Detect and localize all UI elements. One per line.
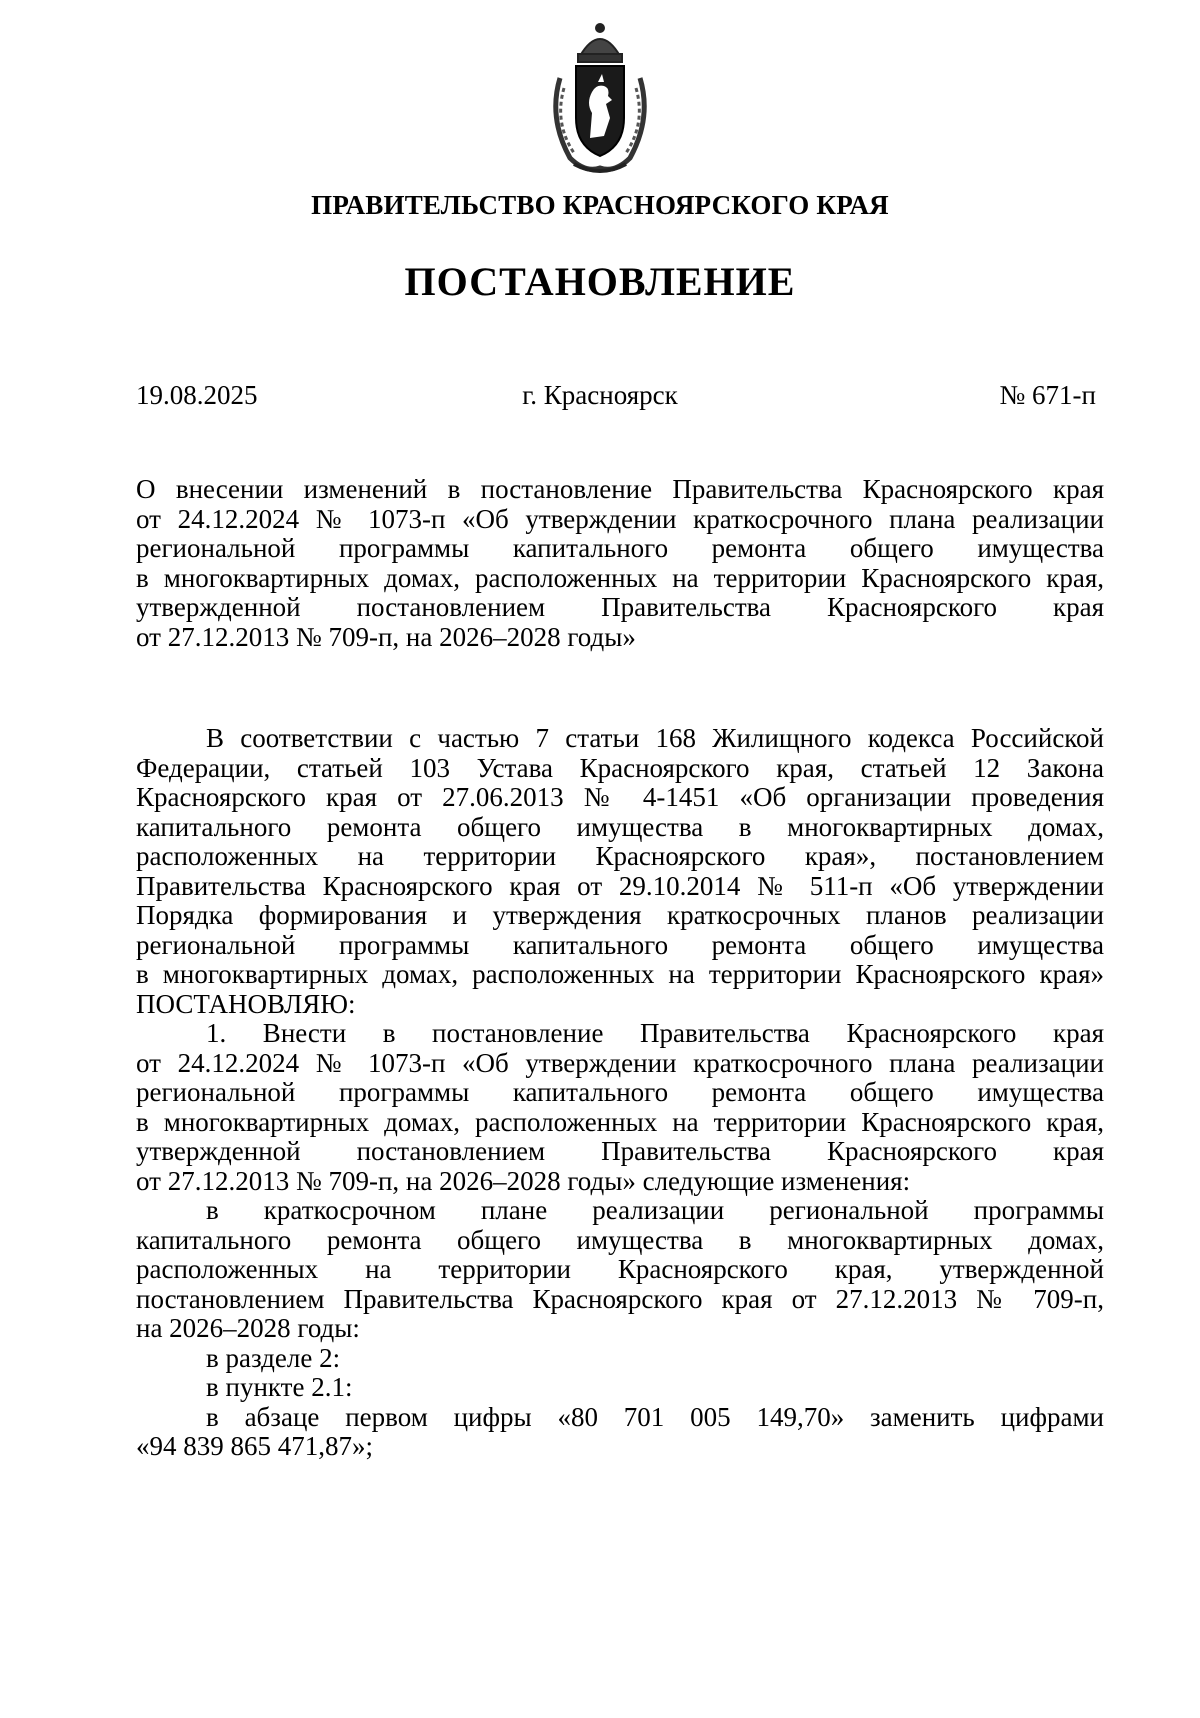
body-line: в разделе 2: <box>206 1342 341 1373</box>
body-line: расположенных на территории Красноярского края», постановлением <box>136 841 1104 871</box>
coat-of-arms-emblem <box>540 18 660 178</box>
body-line: в краткосрочном плане реализации региональной программы <box>206 1195 1104 1225</box>
body-line: расположенных на территории Красноярского края, утвержденной <box>136 1254 1104 1284</box>
government-name: ПРАВИТЕЛЬСТВО КРАСНОЯРСКОГО КРАЯ <box>311 190 889 220</box>
document-date: 19.08.2025 <box>136 380 258 410</box>
body-line: «94 839 865 471,87»; <box>136 1431 374 1461</box>
body-line: капитального ремонта общего имущества в многоквартирных домах, <box>136 1224 1104 1255</box>
body-line: Порядка формирования и утверждения краткосрочных планов реализации <box>136 900 1104 930</box>
document-type-title: ПОСТАНОВЛЕНИЕ <box>404 259 796 304</box>
document-city: г. Красноярск <box>522 380 678 410</box>
body-line: В соответствии с частью 7 статьи 168 Жилищного кодекса Российской <box>206 723 1104 753</box>
title-line: О внесении изменений в постановление Правительства Красноярского края <box>136 474 1104 504</box>
body-line: на 2026–2028 годы: <box>136 1313 360 1343</box>
body-line: Правительства Красноярского края от 29.10.2014 № 511-п «Об утверждении <box>136 870 1104 901</box>
document-title-block <box>136 475 1104 652</box>
body-line: постановлением Правительства Красноярского края от 27.12.2013 № 709-п, <box>136 1283 1104 1314</box>
document-number: № 671-п <box>999 380 1096 410</box>
body-line: в многоквартирных домах, расположенных на территории Красноярского края» <box>136 959 1104 989</box>
document-body <box>136 724 1104 1462</box>
body-line: от 27.12.2013 № 709-п, на 2026–2028 годы» следующие изменения: <box>136 1165 911 1196</box>
body-line-decree: ПОСТАНОВЛЯЮ: <box>136 988 356 1019</box>
body-line: утвержденной постановлением Правительства Красноярского края <box>136 1136 1104 1166</box>
body-line: региональной программы капитального ремонта общего имущества <box>136 929 1104 960</box>
body-line: региональной программы капитального ремонта общего имущества <box>136 1077 1104 1107</box>
title-line: региональной программы капитального ремонта общего имущества <box>136 533 1104 563</box>
title-line: от 27.12.2013 № 709-п, на 2026–2028 годы» <box>136 621 636 652</box>
body-line: от 24.12.2024 № 1073-п «Об утверждении краткосрочного плана реализации <box>136 1047 1104 1078</box>
body-line: 1. Внести в постановление Правительства Красноярского края <box>206 1018 1104 1048</box>
body-line: Красноярского края от 27.06.2013 № 4-1451 «Об организации проведения <box>136 782 1104 812</box>
body-line: капитального ремонта общего имущества в многоквартирных домах, <box>136 811 1104 842</box>
body-line: в абзаце первом цифры «80 701 005 149,70» заменить цифрами <box>206 1401 1104 1432</box>
title-line: утвержденной постановлением Правительства Красноярского края <box>136 592 1104 622</box>
title-line: от 24.12.2024 № 1073-п «Об утверждении краткосрочного плана реализации <box>136 503 1104 534</box>
body-line: Федерации, статьей 103 Устава Красноярского края, статьей 12 Закона <box>136 752 1104 783</box>
body-line: в многоквартирных домах, расположенных на территории Красноярского края, <box>136 1106 1104 1137</box>
title-line: в многоквартирных домах, расположенных на территории Красноярского края, <box>136 562 1104 593</box>
body-line: в пункте 2.1: <box>206 1372 353 1402</box>
